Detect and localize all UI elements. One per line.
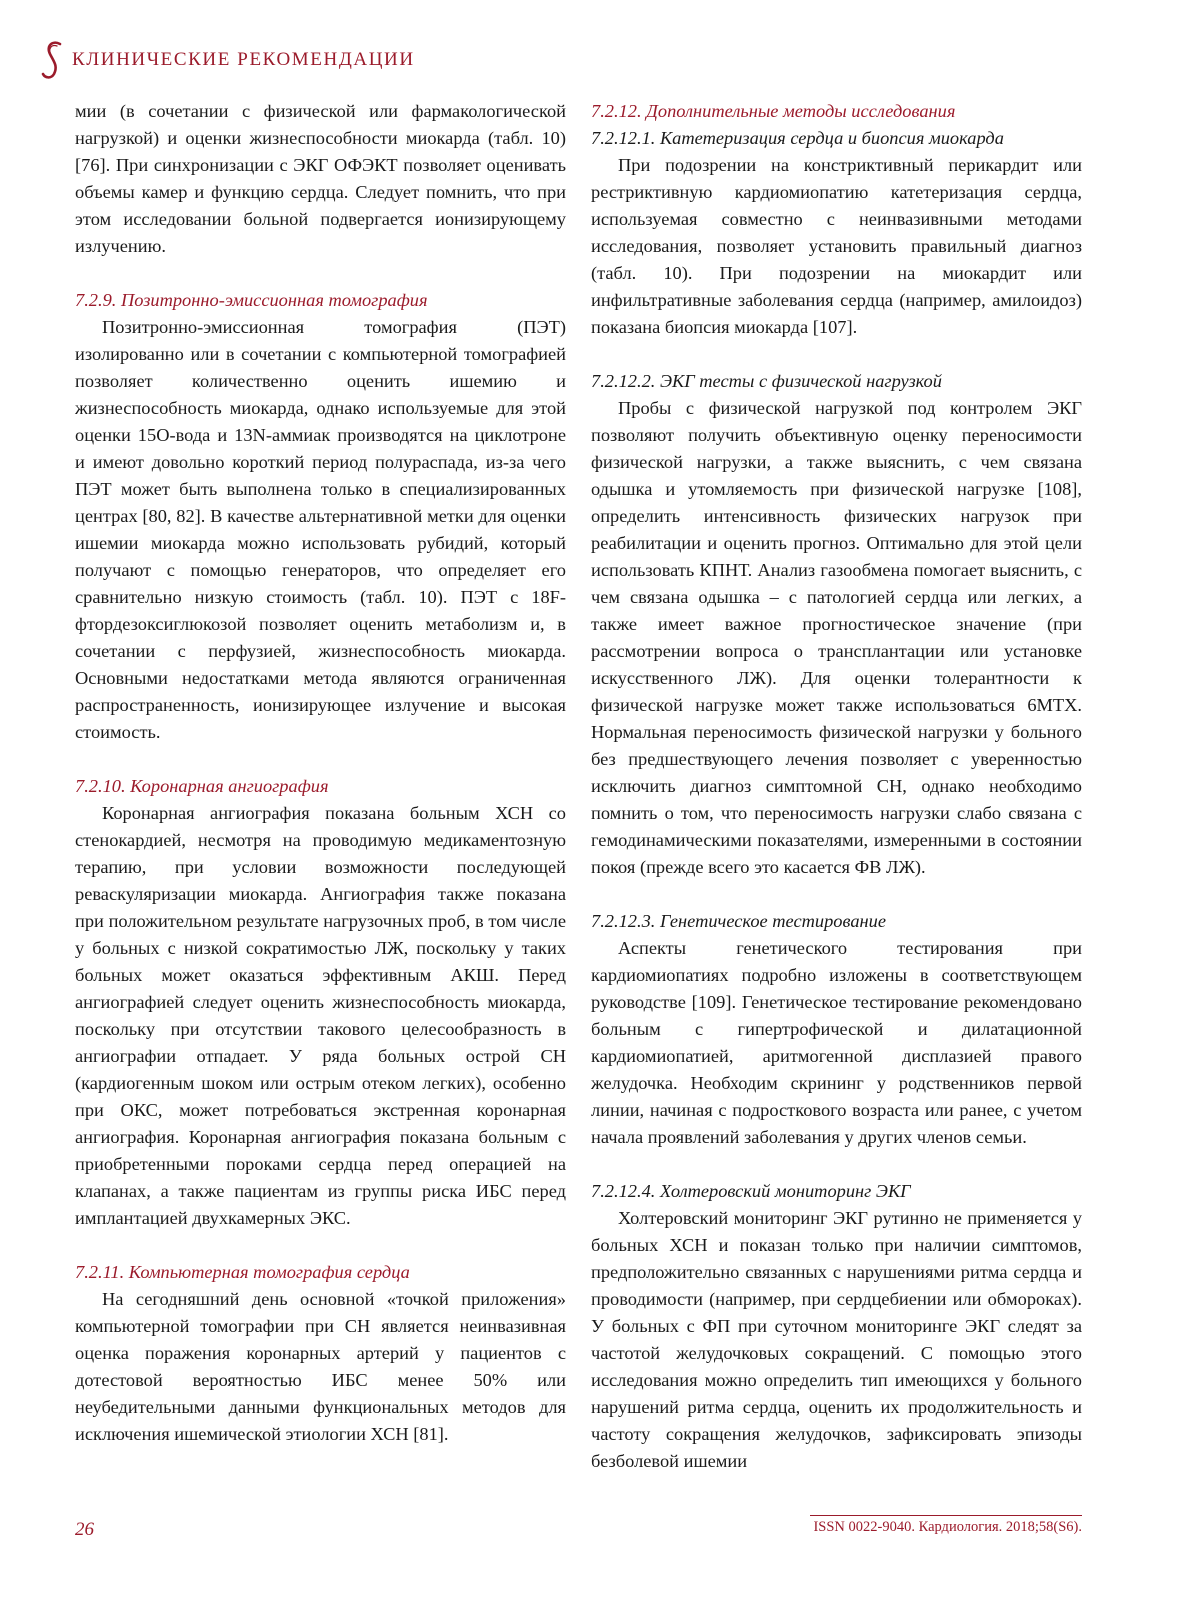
header-title: КЛИНИЧЕСКИЕ РЕКОМЕНДАЦИИ [72, 49, 415, 70]
section-title-7-2-9: 7.2.9. Позитронно-эмиссионная томография [75, 290, 428, 310]
subsection-title-7-2-12-2: 7.2.12.2. ЭКГ тесты с физической нагрузкой [591, 371, 942, 391]
subsection-text-7-2-12-1: При подозрении на констриктивный перикардит или рестриктивную кардиомиопатию катетеризация сердца, используемая совместно с неинвазивными методами исследования, позволяет установить правильный диагноз (табл. 10). При подозрении на миокардит или инфильтративные заболевания сердца (например, амилоидоз) показана биопсия миокарда [107]. [591, 155, 1082, 337]
continued-paragraph: мии (в сочетании с физической или фармакологической нагрузкой) и оценки жизнеспособности миокарда (табл. 10) [76]. При синхронизации с ЭКГ ОФЭКТ позволяет оценивать объемы камер и функцию сердца. Следует помнить, что при этом исследовании больной подвергается ионизирующему излучению. [75, 101, 566, 256]
page-number: 26 [75, 1519, 94, 1540]
subsection-title-7-2-12-3: 7.2.12.3. Генетическое тестирование [591, 911, 887, 931]
integral-s-logo-icon [38, 40, 68, 80]
section-text-7-2-11: На сегодняшний день основной «точкой приложения» компьютерной томографии при СН является неинвазивная оценка поражения коронарных артерий у пациентов с дотестовой вероятностью ИБС менее 50% или неубедительными данными функциональных методов для исключения ишемической этиологии ХСН [81]. [75, 1289, 566, 1444]
running-header [38, 40, 415, 80]
section-title-7-2-11: 7.2.11. Компьютерная томография сердца [75, 1262, 410, 1282]
section-title-7-2-10: 7.2.10. Коронарная ангиография [75, 776, 329, 796]
section-text-7-2-10: Коронарная ангиография показана больным ХСН со стенокардией, несмотря на проводимую медикаментозную терапию, при условии возможности последующей реваскуляризации миокарда. Ангиография также показана при положительном результате нагрузочных проб, в том числе у больных с низкой сократимостью ЛЖ, поскольку у таких больных может оказаться эффективным АКШ. Перед ангиографией следует оценить жизнеспособность миокарда, поскольку при отсутствии такового целесообразность в ангиографии отпадает. У ряда больных острой СН (кардиогенным шоком или острым отеком легких), особенно при ОКС, может потребоваться экстренная коронарная ангиография. Коронарная ангиография показана больным с приобретенными пороками сердца перед операцией на клапанах, а также пациентам из группы риска ИБС перед имплантацией двухкамерных ЭКС. [75, 803, 566, 1228]
subsection-text-7-2-12-2: Пробы с физической нагрузкой под контролем ЭКГ позволяют получить объективную оценку переносимости физической нагрузки, а также выяснить, с чем связана одышка и утомляемость при физической нагрузке [108], определить интенсивность физических нагрузок при реабилитации и оценить прогноз. Оптимально для этой цели использовать КПНТ. Анализ газообмена помогает выяснить, с чем связана одышка – с патологией сердца или легких, а также имеет важное прогностическое значение (при рассмотрении вопроса о трансплантации или установке искусственного ЛЖ). Для оценки толерантности к физической нагрузке может также использоваться 6МТХ. Нормальная переносимость физической нагрузки у больного без предшествующего лечения позволяет с уверенностью исключить диагноз симптомной СН, однако необходимо помнить о том, что переносимость нагрузки слабо связана с гемодинамическими показателями, измеренными в состоянии покоя (прежде всего это касается ФВ ЛЖ). [591, 398, 1082, 877]
right-column [591, 98, 1082, 1475]
left-column [75, 98, 566, 1448]
subsection-title-7-2-12-4: 7.2.12.4. Холтеровский мониторинг ЭКГ [591, 1181, 911, 1201]
subsection-text-7-2-12-3: Аспекты генетического тестирования при кардиомиопатиях подробно изложены в соответствующем руководстве [109]. Генетическое тестирование рекомендовано больным с гипертрофической и дилатационной кардиомиопатией, аритмогенной дисплазией правого желудочка. Необходим скрининг у родственников первой линии, начиная с подросткового возраста или ранее, с учетом начала проявлений заболевания у других членов семьи. [591, 938, 1082, 1147]
journal-citation: ISSN 0022-9040. Кардиология. 2018;58(S6). [813, 1519, 1082, 1535]
section-title-7-2-12: 7.2.12. Дополнительные методы исследования [591, 101, 956, 121]
section-text-7-2-9: Позитронно-эмиссионная томография (ПЭТ) изолированно или в сочетании с компьютерной томографией позволяет количественно оценить ишемию и жизнеспособность миокарда, однако используемые для этой оценки 15O-вода и 13N-аммиак производятся на циклотроне и имеют довольно короткий период полураспада, из-за чего ПЭТ может быть выполнена только в специализированных центрах [80, 82]. В качестве альтернативной метки для оценки ишемии миокарда можно использовать рубидий, который получают с помощью генераторов, что определяет его сравнительно низкую стоимость (табл. 10). ПЭТ с 18F-фтордезоксиглюкозой позволяет оценить метаболизм и, в сочетании с перфузией, жизнеспособность миокарда. Основными недостатками метода являются ограниченная распространенность, ионизирующее излучение и высокая стоимость. [75, 317, 566, 742]
subsection-text-7-2-12-4: Холтеровский мониторинг ЭКГ рутинно не применяется у больных ХСН и показан только при наличии симптомов, предположительно связанных с нарушениями ритма сердца и проводимости (например, при сердцебиении или обмороках). У больных с ФП при суточном мониторинге ЭКГ следят за частотой желудочковых сокращений. С помощью этого исследования можно определить тип имеющихся у больного нарушений ритма сердца, оценить их продолжительность и частоту сокращения желудочков, зафиксировать эпизоды безболевой ишемии [591, 1208, 1082, 1471]
footer-divider [810, 1515, 1082, 1516]
subsection-title-7-2-12-1: 7.2.12.1. Катетеризация сердца и биопсия миокарда [591, 128, 1004, 148]
